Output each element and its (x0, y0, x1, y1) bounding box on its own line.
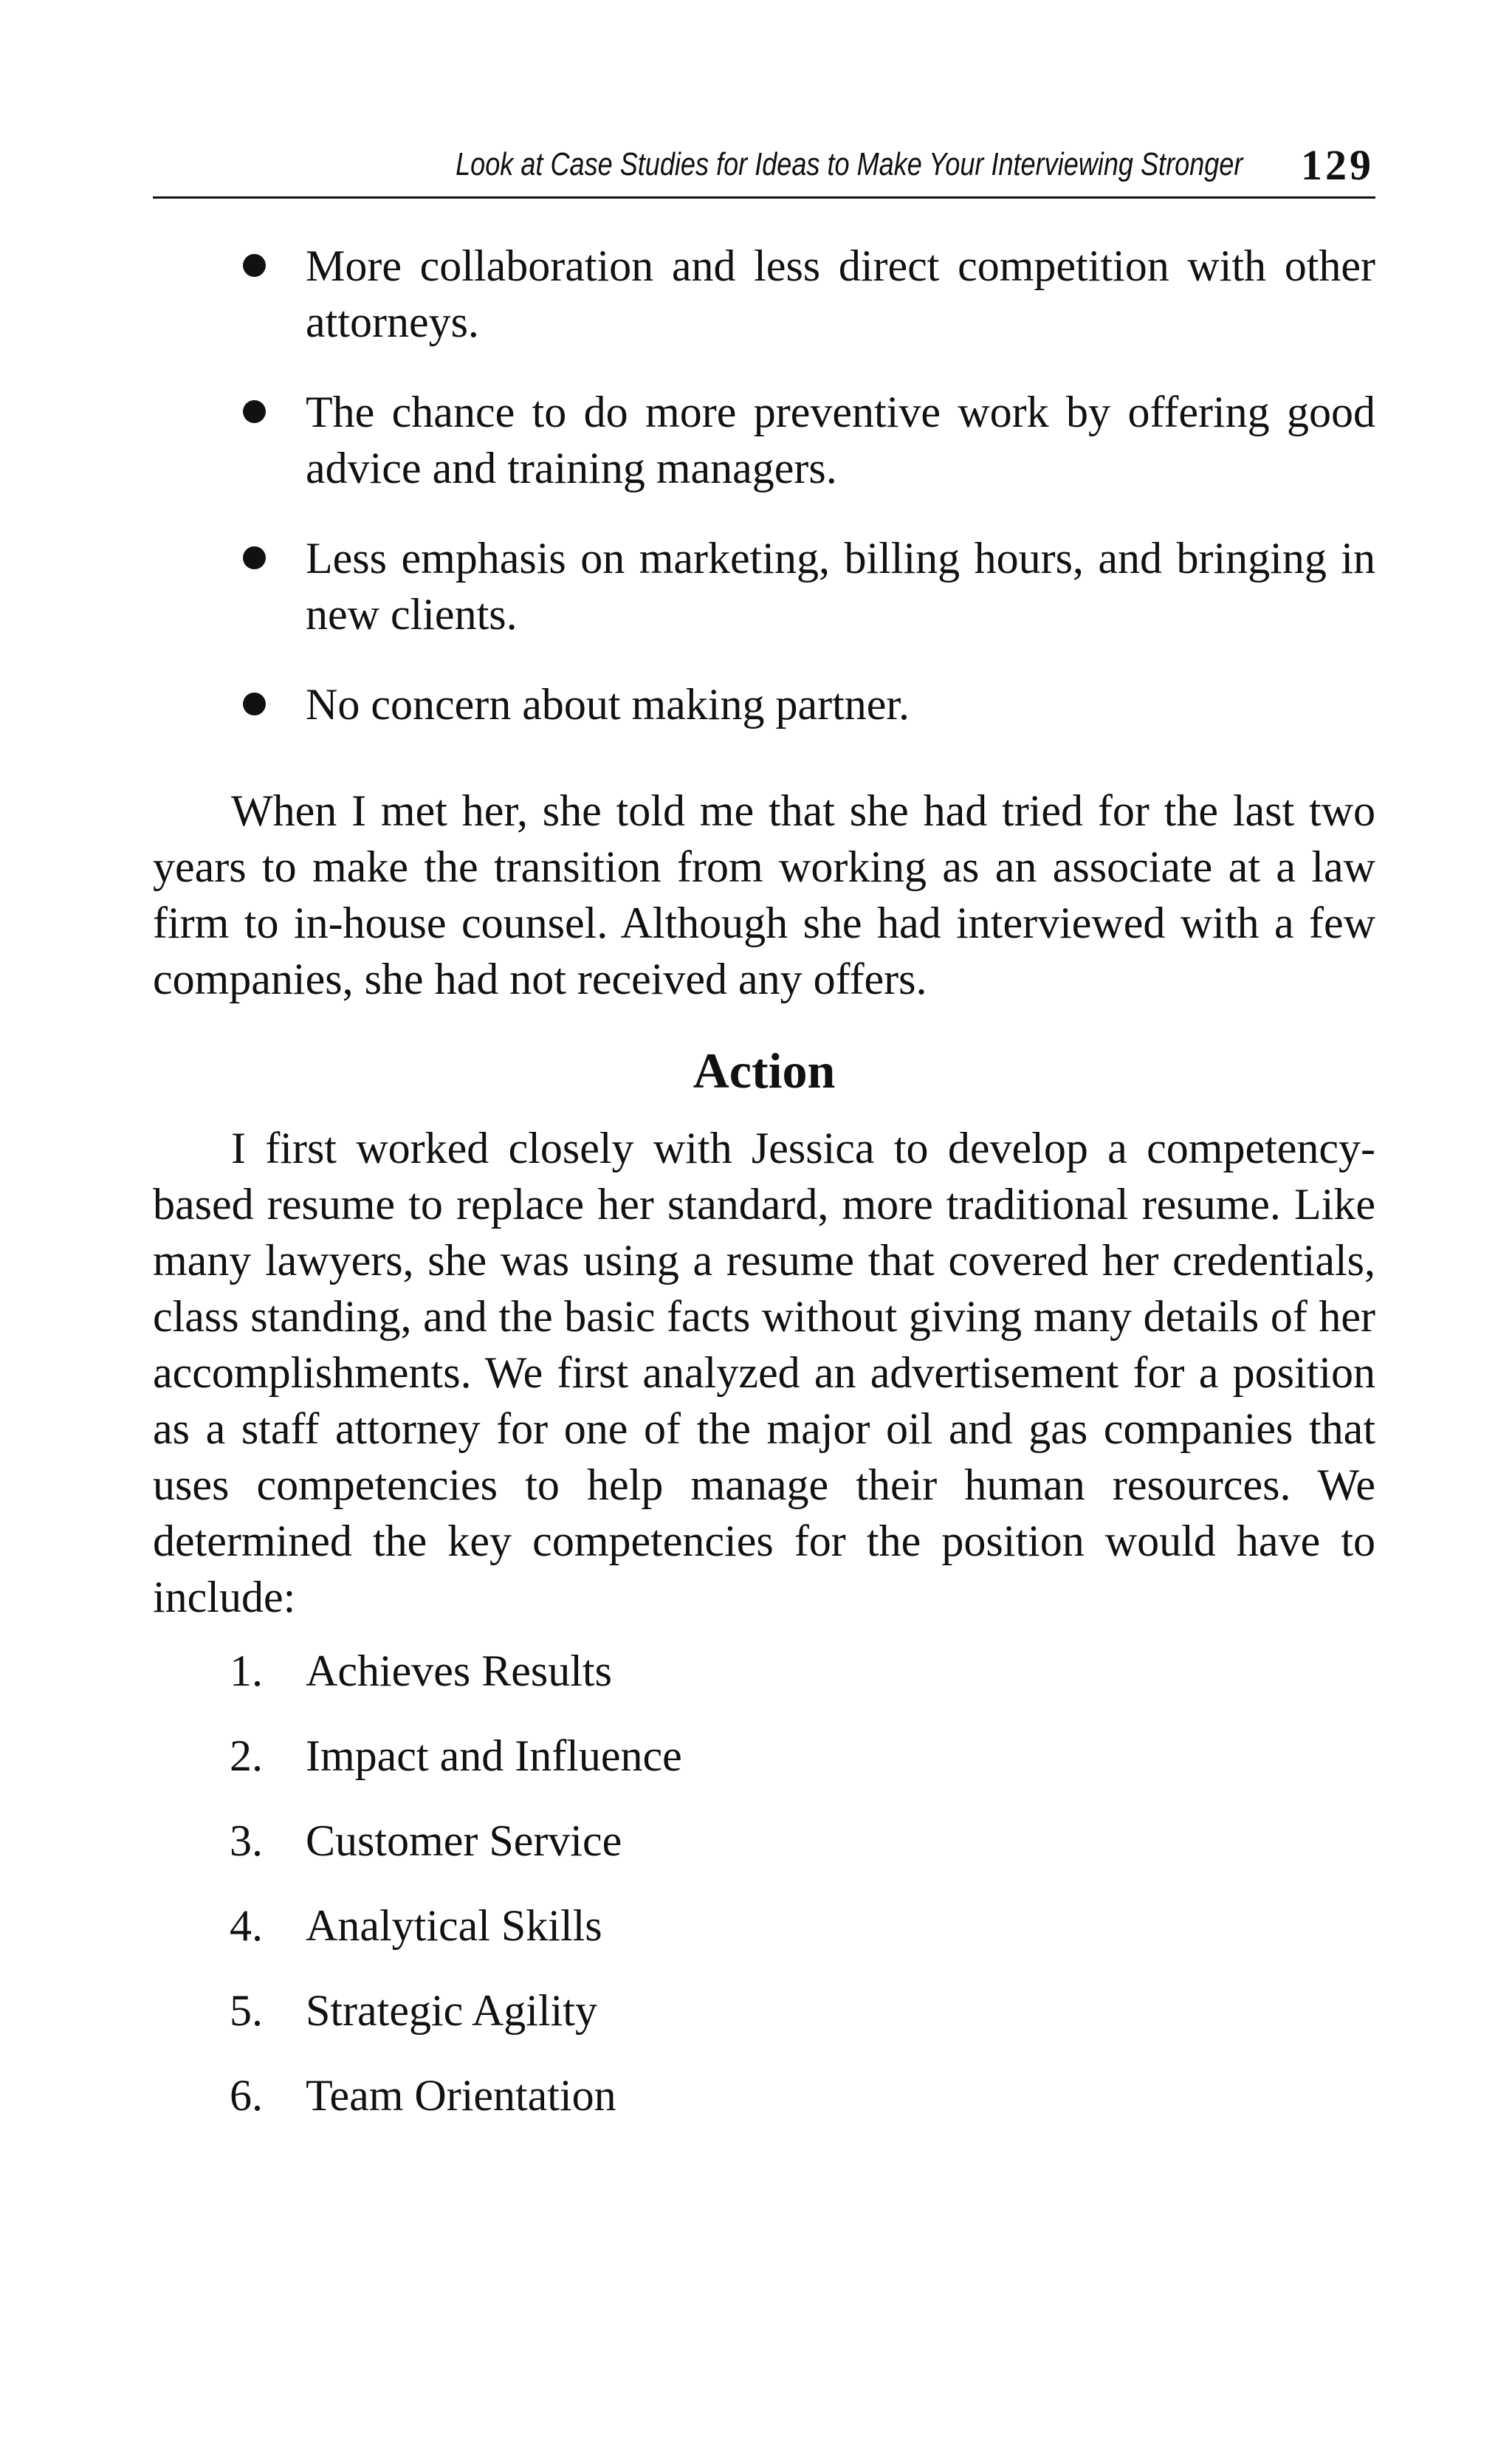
list-item (153, 1813, 1375, 1898)
paragraph-action: I first worked closely with Jessica to develop a competency-based resume to replace her standard, more traditional resume. Like many lawyers, she was using a resume that covered her credentials, class standing, and the basic facts without giving many details of her accomplishments. We first analyzed an advertisement for a position as a staff attorney for one of the major oil and gas companies that uses competencies to help manage their human resources. We determined the key competencies for the position would have to include: (153, 1124, 1375, 1621)
list-item-number: 3. (230, 1816, 263, 1865)
bullet-text: More collaboration and less direct competition with other attorneys. (306, 241, 1375, 346)
list-item-label: Team Orientation (306, 2071, 616, 2120)
bullet-icon (243, 546, 266, 569)
bullet-text: Less emphasis on marketing, billing hours, and bringing in new clients. (306, 534, 1375, 639)
bullet-item (153, 530, 1375, 642)
list-item-label: Impact and Influence (306, 1731, 682, 1780)
list-item-number: 4. (230, 1901, 263, 1950)
bullet-item (153, 384, 1375, 496)
bullet-text: No concern about making partner. (306, 680, 910, 729)
list-item-label: Achieves Results (306, 1646, 612, 1695)
bullet-item (153, 238, 1375, 350)
list-item-label: Analytical Skills (306, 1901, 602, 1950)
list-item (153, 1728, 1375, 1813)
bullet-icon (243, 693, 266, 715)
list-item-number: 1. (230, 1646, 263, 1695)
paragraph-background: When I met her, she told me that she had tried for the last two years to make the transition from working as an associate at a law firm to in-house counsel. Although she had interviewed with a few companies, she had not received any offers. (153, 786, 1375, 1003)
page-number: 129 (1301, 141, 1374, 189)
list-item (153, 2067, 1375, 2152)
bullet-text: The chance to do more preventive work by offering good advice and training managers. (306, 388, 1375, 492)
list-item-label: Strategic Agility (306, 1986, 597, 2035)
list-item (153, 1982, 1375, 2067)
bullet-icon (243, 400, 266, 423)
list-item-label: Customer Service (306, 1816, 622, 1865)
section-heading-action: Action (693, 1043, 836, 1099)
competency-list (153, 1643, 1375, 2152)
list-item-number: 5. (230, 1986, 263, 2035)
running-header (153, 140, 1375, 199)
list-item (153, 1643, 1375, 1728)
bullet-item (153, 676, 1375, 732)
list-item-number: 6. (230, 2071, 263, 2120)
benefits-bullet-list (153, 238, 1375, 766)
bullet-icon (243, 254, 266, 277)
running-title: Look at Case Studies for Ideas to Make Your Interviewing Stronger (455, 146, 1243, 182)
list-item (153, 1898, 1375, 1982)
list-item-number: 2. (230, 1731, 263, 1780)
